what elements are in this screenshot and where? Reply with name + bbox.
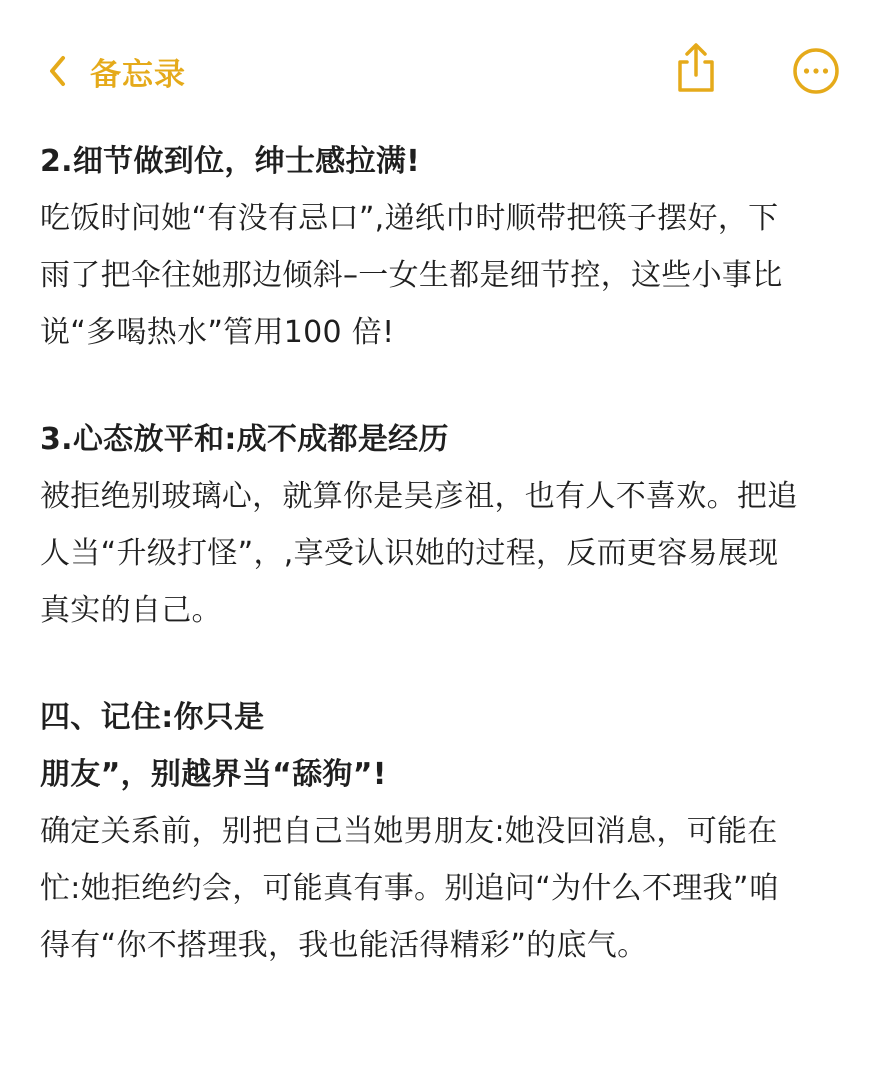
section-heading: 朋友”，别越界当“舔狗”!	[40, 757, 387, 792]
note-section	[40, 411, 850, 639]
more-options-button[interactable]	[792, 47, 840, 95]
back-button[interactable]	[48, 46, 186, 96]
paragraph-line: 雨了把伞往她那边倾斜–一女生都是细节控，这些小事比	[40, 258, 783, 293]
section-heading: 四、记住:你只是	[40, 700, 265, 735]
paragraph-line: 真实的自己。	[40, 593, 222, 628]
paragraph-line: 人当“升级打怪”，,享受认识她的过程，反而更容易展现	[40, 536, 779, 571]
share-icon	[672, 79, 720, 98]
ellipsis-circle-icon	[792, 80, 840, 99]
paragraph-line: 吃饭时问她“有没有忌口”,递纸巾时顺带把筷子摆好，下	[40, 201, 779, 236]
section-heading: 2.细节做到位，绅士感拉满!	[40, 144, 421, 179]
paragraph-line: 被拒绝别玻璃心，就算你是吴彦祖，也有人不喜欢。把追	[40, 479, 798, 514]
paragraph-line: 得有“你不搭理我，我也能活得精彩”的底气。	[40, 928, 648, 963]
note-section	[40, 689, 850, 974]
note-section	[40, 133, 850, 361]
paragraph-line: 说“多喝热水”管用100 倍!	[40, 315, 395, 350]
paragraph-line: 确定关系前，别把自己当她男朋友:她没回消息，可能在	[40, 814, 778, 849]
back-label: 备忘录	[90, 56, 186, 93]
note-body[interactable]	[40, 133, 850, 1024]
section-heading: 3.心态放平和:成不成都是经历	[40, 422, 449, 457]
paragraph-line: 忙:她拒绝约会，可能真有事。别追问“为什么不理我”咱	[40, 871, 779, 906]
share-button[interactable]	[672, 42, 720, 94]
navigation-bar	[0, 0, 880, 140]
chevron-left-icon	[48, 54, 68, 88]
